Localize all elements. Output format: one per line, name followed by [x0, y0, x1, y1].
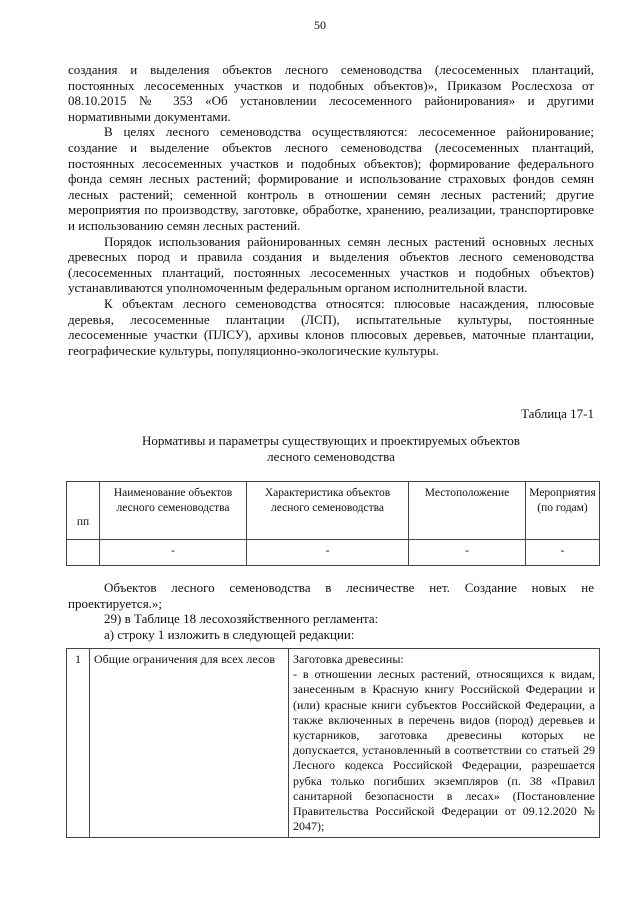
table-cell — [67, 540, 100, 566]
body-text — [68, 62, 594, 358]
restrictions-table — [66, 648, 600, 838]
amendment-paragraph-3: а) строку 1 изложить в следующей редакции: — [104, 626, 355, 642]
header-cell: Мероприятия (по годам) — [526, 482, 600, 540]
row-number: 1 — [67, 649, 90, 838]
paragraph-1: создания и выделения объектов лесного семеноводства (лесосеменных плантаций, постоянных лесосеменных участков и подобных объектов)», Приказом Рослесхоза от 08.10.2015 № 353 «Об установлении лесосеменного районирования» и другими нормативными документами. — [68, 62, 594, 124]
amendment-paragraph-2: 29) в Таблице 18 лесохозяйственного регламента: — [104, 611, 379, 627]
table-cell: - — [526, 540, 600, 566]
header-cell: Местоположение — [409, 482, 526, 540]
table-cell: - — [409, 540, 526, 566]
table-title-line-2: лесного семеноводства — [267, 449, 395, 464]
header-cell: Наименование объектов лесного семеноводства — [100, 482, 247, 540]
restriction-title: Заготовка древесины: — [293, 652, 404, 666]
table-title — [68, 433, 594, 465]
amendment-text — [68, 580, 594, 642]
paragraph-2: В целях лесного семеноводства осуществляются: лесосеменное районирование; создание и выделение объектов лесного семеноводства (лесосеменных плантаций, постоянных лесосеменных участков и подобных объектов); формирование федерального фонда семян лесных растений; формирование и использование страховых фондов семян лесных растений; семенной контроль в отношении семян лесных растений; другие мероприятия по производству, заготовке, обработке, хранению, реализации, транспортировке и использованию семян лесных растений. — [68, 124, 594, 233]
table-title-line-1: Нормативы и параметры существующих и проектируемых объектов — [142, 433, 520, 448]
seed-objects-table — [66, 481, 600, 566]
restriction-body: - в отношении лесных растений, относящихся к видам, занесенным в Красную книгу Российской Федерации и (или) красные книги субъектов Российской Федерации, а также включенных в перечень видов (пород) деревьев и кустарников, заготовка древесины которых не допускается, установленный в соответствии со статьей 29 Лесного кодекса Российской Федерации, разрешается рубка только погибших экземпляров (п. 38 «Правил санитарной безопасности в лесах» (Постановление Правительства Российской Федерации от 09.12.2020 № 2047); — [293, 667, 595, 834]
table-row — [67, 649, 600, 838]
restriction-text — [289, 649, 600, 838]
table-row — [67, 540, 600, 566]
table-caption: Таблица 17-1 — [521, 406, 594, 421]
paragraph-3: Порядок использования районированных семян лесных растений основных лесных древесных пород и правила создания и выделения объектов лесного семеноводства (лесосеменных плантаций, постоянных лесосеменных участков и подобных объектов) устанавливаются уполномоченным федеральным органом исполнительной власти. — [68, 233, 594, 296]
amendment-paragraph-1: Объектов лесного семеноводства в лесничестве нет. Создание новых не проектируется.»; — [68, 580, 594, 611]
table-cell: - — [247, 540, 409, 566]
paragraph-4: К объектам лесного семеноводства относятся: плюсовые насаждения, плюсовые деревья, лесосеменные плантации (ЛСП), испытательные культуры, постоянные лесосеменные участки (ПЛСУ), архивы клонов плюсовых деревьев, маточные плантации, географические культуры, популяционно-экологические культуры. — [68, 295, 594, 358]
restriction-name: Общие ограничения для всех лесов — [90, 649, 289, 838]
header-cell: Характеристика объектов лесного семеноводства — [247, 482, 409, 540]
table-cell: - — [100, 540, 247, 566]
header-cell: пп — [67, 482, 100, 540]
page-number: 50 — [314, 18, 326, 32]
table-header-row — [67, 482, 600, 540]
